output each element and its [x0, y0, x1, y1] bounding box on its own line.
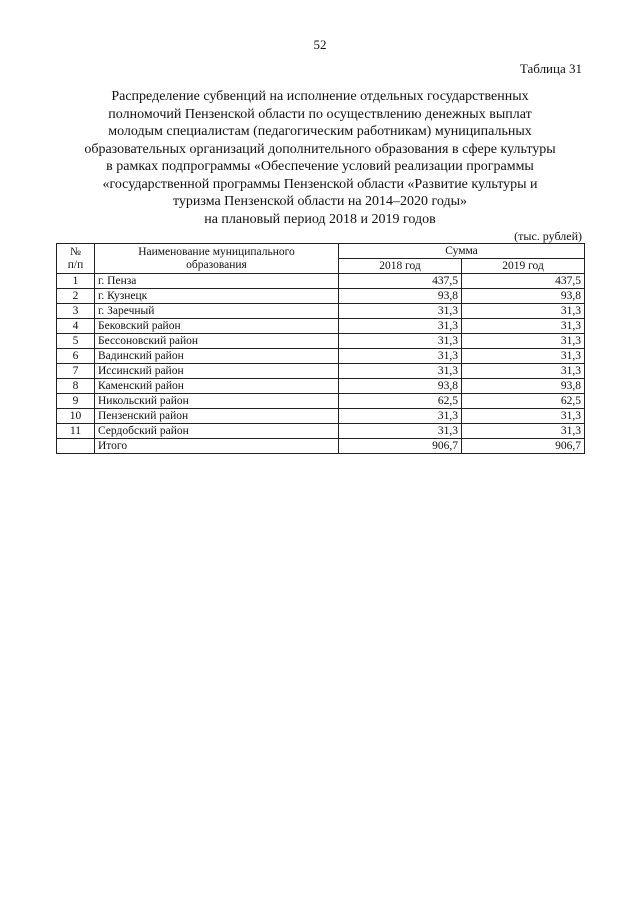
title-line: «государственной программы Пензенской области «Развитие культуры и — [102, 176, 538, 192]
value-2019: 31,3 — [462, 304, 585, 319]
units-note: (тыс. рублей) — [514, 229, 582, 243]
document-title — [60, 88, 580, 228]
row-number: 6 — [57, 349, 95, 364]
value-2018: 31,3 — [339, 409, 462, 424]
title-line: молодым специалистам (педагогическим работникам) муниципальных — [108, 124, 532, 139]
value-2019: 31,3 — [462, 409, 585, 424]
municipality-name: Никольский район — [95, 394, 339, 409]
value-2018: 31,3 — [339, 349, 462, 364]
value-2018: 62,5 — [339, 394, 462, 409]
value-2018: 93,8 — [339, 379, 462, 394]
value-2018: 31,3 — [339, 334, 462, 349]
value-2019: 93,8 — [462, 289, 585, 304]
table-label: Таблица 31 — [519, 61, 582, 76]
row-number: 5 — [57, 334, 95, 349]
value-2018: 437,5 — [339, 274, 462, 289]
row-number — [57, 439, 95, 454]
value-2019: 31,3 — [462, 424, 585, 439]
row-number: 7 — [57, 364, 95, 379]
municipality-name: Иссинский район — [95, 364, 339, 379]
municipality-name: г. Заречный — [95, 304, 339, 319]
page-number: 52 — [313, 37, 327, 52]
municipality-name: Бессоновский район — [95, 334, 339, 349]
municipality-name: Сердобский район — [95, 424, 339, 439]
value-2019: 93,8 — [462, 379, 585, 394]
value-2019: 31,3 — [462, 349, 585, 364]
value-2019: 31,3 — [462, 364, 585, 379]
table-row — [57, 394, 585, 409]
table-body — [57, 274, 585, 454]
value-2018: 93,8 — [339, 289, 462, 304]
value-2019: 437,5 — [462, 274, 585, 289]
title-line: образовательных организаций дополнительного образования в сфере культуры — [84, 141, 556, 157]
table-row — [57, 274, 585, 289]
row-number: 4 — [57, 319, 95, 334]
table-row — [57, 289, 585, 304]
table-row — [57, 379, 585, 394]
row-number: 10 — [57, 409, 95, 424]
municipality-name: Пензенский район — [95, 409, 339, 424]
municipality-name: Каменский район — [95, 379, 339, 394]
table-row — [57, 319, 585, 334]
municipality-name: Бековский район — [95, 319, 339, 334]
municipality-name: г. Кузнецк — [95, 289, 339, 304]
table-row — [57, 334, 585, 349]
value-2019: 31,3 — [462, 334, 585, 349]
value-2019: 906,7 — [462, 439, 585, 454]
municipality-name: г. Пенза — [95, 274, 339, 289]
header-name — [95, 244, 339, 274]
header-sum: Сумма — [339, 244, 585, 259]
title-line: полномочий Пензенской области по осуществлению денежных выплат — [108, 106, 532, 122]
title-line: в рамках подпрограммы «Обеспечение условий реализации программы — [106, 159, 534, 174]
value-2019: 62,5 — [462, 394, 585, 409]
header-num-line2: п/п — [67, 258, 84, 271]
value-2018: 31,3 — [339, 319, 462, 334]
total-row — [57, 439, 585, 454]
header-name-line2: образования — [186, 258, 247, 271]
row-number: 2 — [57, 289, 95, 304]
header-num-line1: № — [70, 245, 81, 258]
value-2018: 31,3 — [339, 424, 462, 439]
municipality-name: Вадинский район — [95, 349, 339, 364]
table-row — [57, 304, 585, 319]
title-line: туризма Пензенской области на 2014–2020 годы» — [172, 194, 468, 209]
table-row — [57, 364, 585, 379]
row-number: 3 — [57, 304, 95, 319]
table-row — [57, 349, 585, 364]
title-line: Распределение субвенций на исполнение отдельных государственных — [111, 89, 529, 104]
header-year-2018: 2018 год — [339, 259, 462, 274]
subsidy-table — [56, 243, 585, 454]
row-number: 11 — [57, 424, 95, 439]
municipality-name: Итого — [95, 439, 339, 454]
row-number: 9 — [57, 394, 95, 409]
table-row — [57, 424, 585, 439]
row-number: 8 — [57, 379, 95, 394]
value-2018: 31,3 — [339, 364, 462, 379]
value-2018: 31,3 — [339, 304, 462, 319]
table-header-row — [57, 244, 585, 259]
table-row — [57, 409, 585, 424]
header-year-2019: 2019 год — [462, 259, 585, 274]
value-2018: 906,7 — [339, 439, 462, 454]
header-num — [57, 244, 95, 274]
title-line: на плановый период 2018 и 2019 годов — [204, 211, 436, 227]
header-name-line1: Наименование муниципального — [138, 245, 295, 258]
value-2019: 31,3 — [462, 319, 585, 334]
row-number: 1 — [57, 274, 95, 289]
